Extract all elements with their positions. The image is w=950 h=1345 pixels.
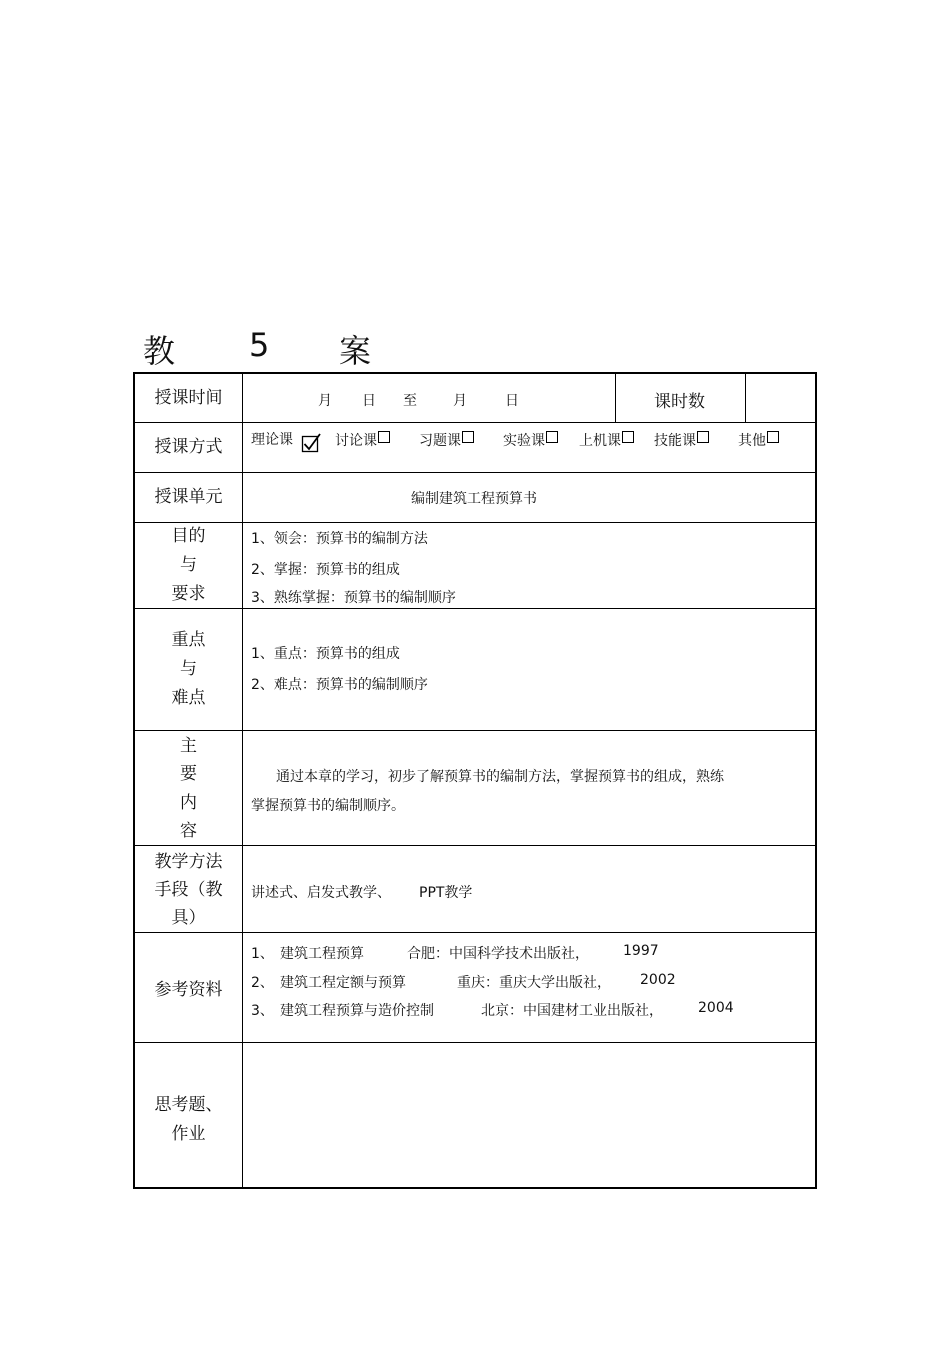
ref-title: 建筑工程预算 xyxy=(280,946,364,962)
option-discussion-label: 讨论课 xyxy=(335,433,377,449)
title-char-3: 案 xyxy=(339,332,372,370)
option-computer-label: 上机课 xyxy=(579,433,621,449)
ref-publisher: 北京：中国建材工业出版社， xyxy=(481,1003,663,1019)
month-start: 月 xyxy=(318,393,332,409)
teaching-value: 讲述式、启发式教学、 xyxy=(251,885,391,901)
option-other-label: 其他 xyxy=(738,433,766,449)
unit-label: 授课单元 xyxy=(154,487,223,507)
ref-year: 1997 xyxy=(623,943,659,959)
option-theory-label: 理论课 xyxy=(251,432,293,448)
option-discussion[interactable] xyxy=(335,429,393,450)
day-end: 日 xyxy=(505,393,519,409)
content-label-2: 要 xyxy=(180,764,197,784)
teaching-ppt: PPT教学 xyxy=(419,885,473,901)
goals-label-1: 目的 xyxy=(171,526,206,546)
row-divider xyxy=(135,422,815,423)
key-label-1: 重点 xyxy=(171,630,206,650)
time-label: 授课时间 xyxy=(154,388,223,408)
unit-value: 编制建筑工程预算书 xyxy=(411,491,537,507)
goal-item: 3、熟练掌握：预算书的编制顺序 xyxy=(251,590,456,606)
key-item: 2、难点：预算书的编制顺序 xyxy=(251,677,428,693)
checkbox-icon[interactable] xyxy=(766,429,782,445)
option-lab[interactable] xyxy=(503,429,561,450)
to-text: 至 xyxy=(403,393,417,409)
content-label-4: 容 xyxy=(180,821,197,841)
teaching-label-3: 具） xyxy=(171,908,206,928)
checkbox-icon[interactable] xyxy=(696,429,712,445)
goals-label-3: 要求 xyxy=(171,584,206,604)
option-skill[interactable] xyxy=(654,429,712,450)
checkbox-checked-icon[interactable] xyxy=(301,432,323,454)
checkbox-icon[interactable] xyxy=(377,429,393,445)
month-end: 月 xyxy=(453,393,467,409)
checkbox-icon[interactable] xyxy=(621,429,637,445)
option-theory[interactable] xyxy=(251,429,293,449)
row-divider xyxy=(135,472,815,473)
time-divider xyxy=(615,374,616,422)
option-lab-label: 实验课 xyxy=(503,433,545,449)
title-char-1: 教 xyxy=(143,332,176,370)
key-label-3: 难点 xyxy=(171,688,206,708)
content-label-3: 内 xyxy=(180,793,197,813)
key-label-2: 与 xyxy=(180,659,197,679)
homework-label-2: 作业 xyxy=(171,1124,206,1144)
row-divider xyxy=(135,730,815,731)
teaching-label-1: 教学方法 xyxy=(154,852,223,872)
content-line: 掌握预算书的编制顺序。 xyxy=(251,798,405,814)
option-computer[interactable] xyxy=(579,429,637,450)
ref-year: 2004 xyxy=(698,1000,734,1016)
title-char-2: 5 xyxy=(249,326,270,364)
ref-num: 2、 xyxy=(251,975,274,991)
checkbox-icon[interactable] xyxy=(545,429,561,445)
hours-divider xyxy=(745,374,746,422)
checkbox-icon[interactable] xyxy=(461,429,477,445)
homework-label-1: 思考题、 xyxy=(154,1095,223,1115)
option-exercise[interactable] xyxy=(419,429,477,450)
label-column-divider xyxy=(242,374,243,1187)
goal-item: 2、掌握：预算书的组成 xyxy=(251,562,400,578)
goals-label-2: 与 xyxy=(180,555,197,575)
refs-label: 参考资料 xyxy=(154,980,223,1000)
row-divider xyxy=(135,1042,815,1043)
lesson-plan-table xyxy=(133,372,817,1189)
teaching-label-2: 手段（教 xyxy=(154,880,223,900)
ref-num: 1、 xyxy=(251,946,274,962)
day-start: 日 xyxy=(362,393,376,409)
option-other[interactable] xyxy=(738,429,782,450)
ref-year: 2002 xyxy=(640,972,676,988)
method-label: 授课方式 xyxy=(154,437,223,457)
hours-label: 课时数 xyxy=(654,392,705,412)
goal-item: 1、领会：预算书的编制方法 xyxy=(251,531,428,547)
ref-publisher: 重庆：重庆大学出版社， xyxy=(457,975,611,991)
ref-title: 建筑工程预算与造价控制 xyxy=(280,1003,434,1019)
content-label-1: 主 xyxy=(180,736,197,756)
ref-publisher: 合肥：中国科学技术出版社， xyxy=(407,946,589,962)
ref-num: 3、 xyxy=(251,1003,274,1019)
option-exercise-label: 习题课 xyxy=(419,433,461,449)
ref-title: 建筑工程定额与预算 xyxy=(280,975,406,991)
option-skill-label: 技能课 xyxy=(654,433,696,449)
content-line: 通过本章的学习，初步了解预算书的编制方法，掌握预算书的组成，熟练 xyxy=(276,769,724,785)
key-item: 1、重点：预算书的组成 xyxy=(251,646,400,662)
